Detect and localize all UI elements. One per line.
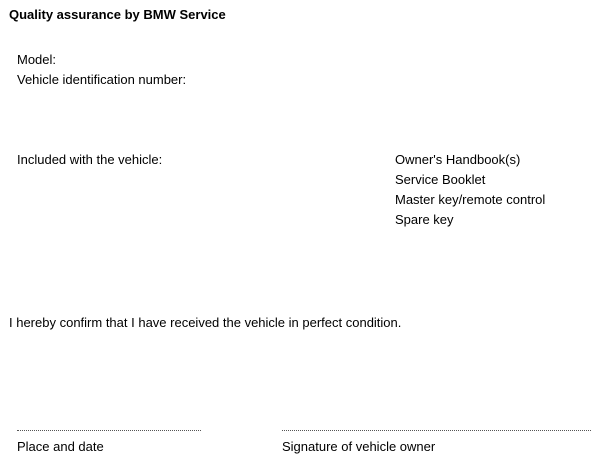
model-label: Model: — [17, 52, 57, 67]
place-date-label: Place and date — [17, 439, 104, 454]
included-label: Included with the vehicle: — [17, 152, 163, 167]
confirmation-statement: I hereby confirm that I have received the vehicle in perfect condition. — [9, 315, 402, 330]
document-title: Quality assurance by BMW Service — [9, 7, 226, 22]
owner-signature-line — [282, 430, 591, 431]
vin-label: Vehicle identification number: — [17, 72, 187, 87]
included-item-master-key: Master key/remote control — [395, 192, 546, 207]
included-item-service-booklet: Service Booklet — [395, 172, 486, 187]
place-date-signature-line — [17, 430, 201, 431]
owner-signature-label: Signature of vehicle owner — [282, 439, 436, 454]
included-item-owners-handbook: Owner's Handbook(s) — [395, 152, 521, 167]
included-item-spare-key: Spare key — [395, 212, 454, 227]
included-items-list — [395, 152, 545, 232]
